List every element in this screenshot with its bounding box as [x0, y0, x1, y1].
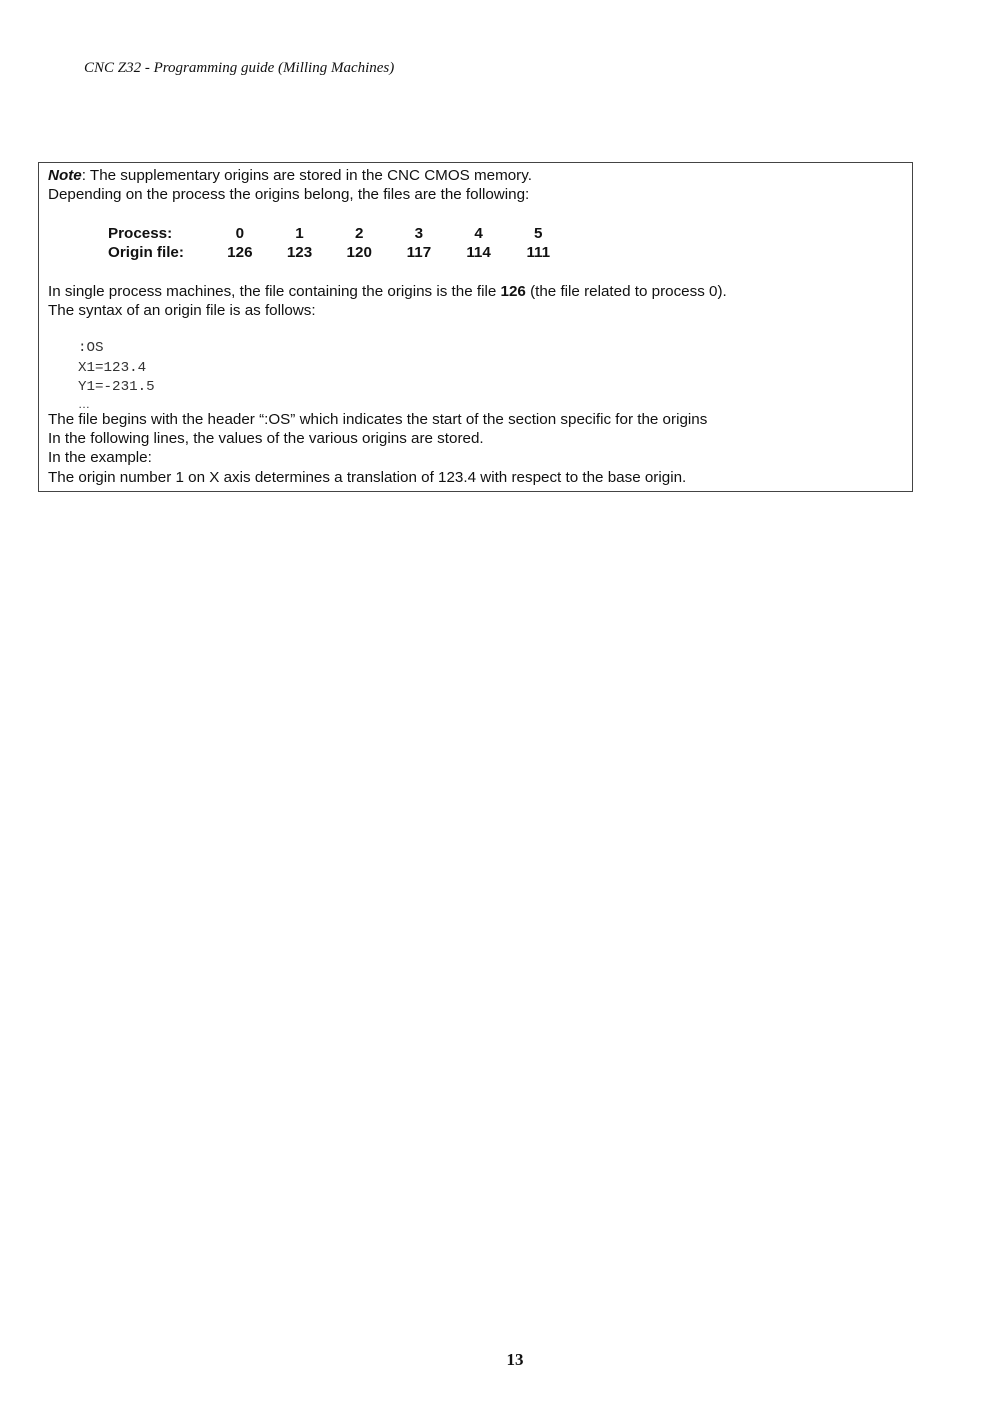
origin-file-cell: 117 — [406, 244, 432, 262]
page-number: 13 — [506, 1350, 524, 1369]
process-cell: 4 — [474, 224, 483, 242]
single-process-text: In single process machines, the file containing the origins is the file — [48, 282, 501, 300]
origin-file-cell: 126 — [227, 244, 253, 262]
note-box — [38, 162, 913, 492]
explanation-line: The origin number 1 on X axis determines a translation of 123.4 with respect to the base origin. — [48, 468, 687, 486]
origin-file-cell: 114 — [466, 244, 491, 262]
note-intro — [48, 166, 903, 185]
explanation-line: The file begins with the header “:OS” which indicates the start of the section specific for the origins — [48, 410, 708, 428]
origin-file-cell: 120 — [346, 244, 372, 262]
process-row — [108, 224, 568, 243]
code-ellipsis: … — [78, 396, 90, 411]
code-sample — [78, 339, 903, 409]
explanation-line: In the following lines, the values of the various origins are stored. — [48, 430, 484, 448]
single-process-line — [48, 282, 903, 301]
process-cell: 5 — [534, 224, 543, 242]
process-cell: 1 — [295, 224, 304, 242]
origin-file-label: Origin file: — [108, 244, 184, 262]
syntax-line: The syntax of an origin file is as follows: — [48, 302, 316, 320]
process-cell: 0 — [235, 224, 245, 242]
note-label: Note — [48, 167, 82, 184]
note-intro-text: : The supplementary origins are stored in the CNC CMOS memory. — [81, 167, 532, 184]
code-line: Y1=-231.5 — [78, 379, 155, 396]
explanation-line: In the example: — [48, 449, 152, 467]
origin-file-row — [108, 243, 568, 262]
origin-file-cell: 123 — [286, 244, 313, 262]
code-line: :OS — [78, 340, 104, 357]
note-depending-line: Depending on the process the origins belong, the files are the following: — [48, 186, 530, 204]
process-label: Process: — [108, 224, 173, 242]
process-origin-table — [108, 224, 568, 263]
process-cell: 3 — [414, 224, 424, 242]
process-cell: 2 — [354, 224, 364, 242]
running-header: CNC Z32 - Programming guide (Milling Machines) — [84, 60, 395, 76]
single-process-tail: (the file related to process 0). — [525, 282, 727, 300]
code-line: X1=123.4 — [78, 359, 147, 376]
single-process-file: 126 — [500, 282, 526, 300]
origin-file-cell: 111 — [526, 244, 551, 262]
